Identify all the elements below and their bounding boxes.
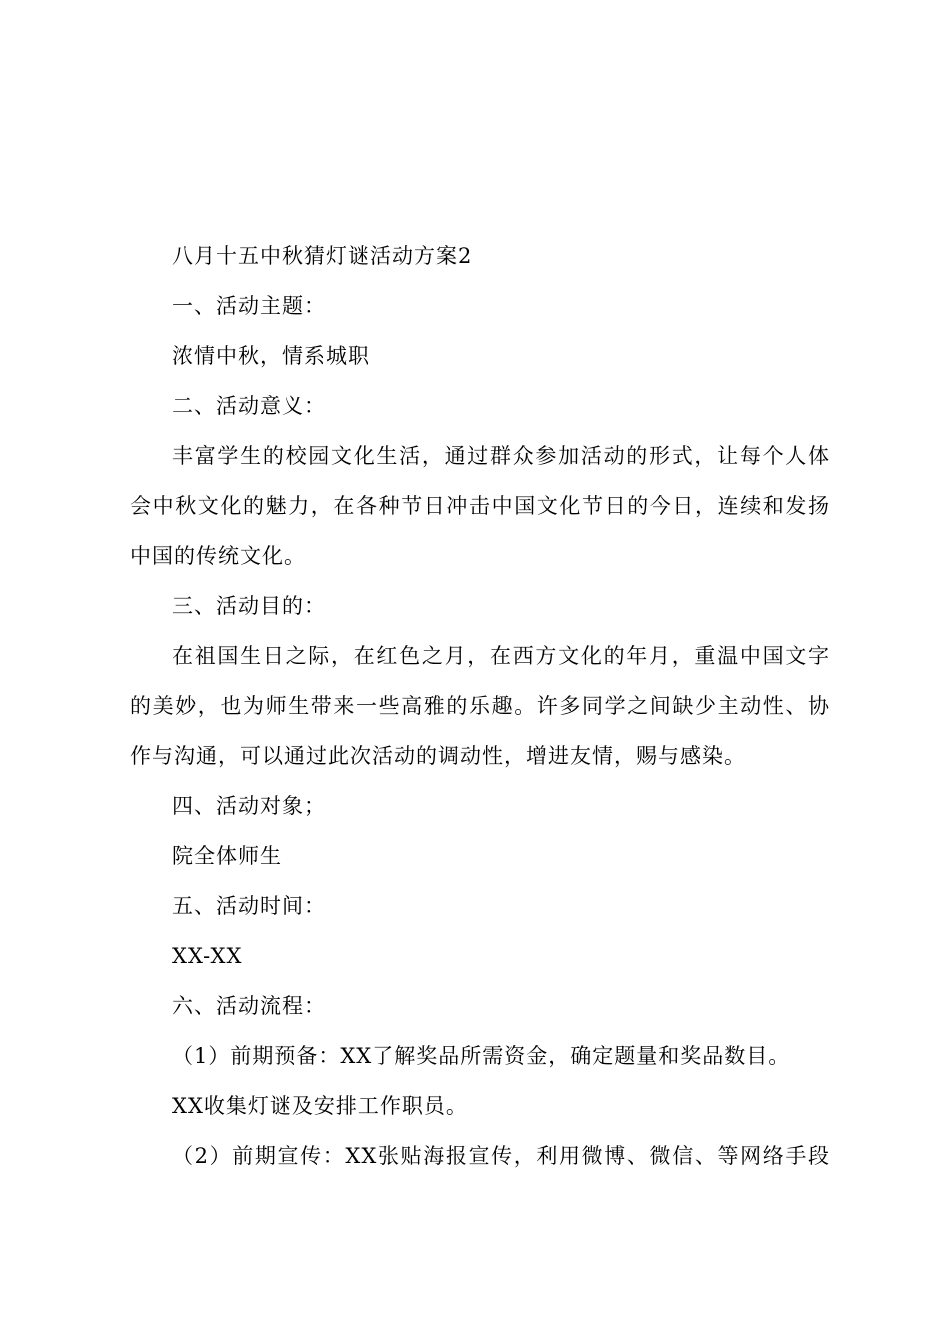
section-heading-significance: 二、活动意义： xyxy=(172,394,326,418)
process-item-continuation: XX收集灯谜及安排工作职员。 xyxy=(172,1094,468,1118)
section-heading-audience: 四、活动对象； xyxy=(172,794,326,818)
paragraph-line: 的美妙，也为师生带来一些高雅的乐趣。许多同学之间缺少主动性、协 xyxy=(130,694,830,718)
paragraph-line: 作与沟通，可以通过此次活动的调动性，增进友情，赐与感染。 xyxy=(130,744,746,768)
document-title: 八月十五中秋猜灯谜活动方案2 xyxy=(172,244,473,268)
process-item: （2）前期宣传：XX张贴海报宣传，利用微博、微信、等网络手段 xyxy=(172,1144,830,1168)
section-heading-time: 五、活动时间： xyxy=(172,894,326,918)
section-heading-process: 六、活动流程： xyxy=(172,994,326,1018)
paragraph-line: 在祖国生日之际，在红色之月，在西方文化的年月，重温中国文字 xyxy=(172,644,830,668)
section-body-audience: 院全体师生 xyxy=(172,844,282,868)
section-body-theme: 浓情中秋，情系城职 xyxy=(172,344,370,368)
paragraph-line: 丰富学生的校园文化生活，通过群众参加活动的形式，让每个人体 xyxy=(172,444,830,468)
paragraph-line: 会中秋文化的魅力，在各种节日冲击中国文化节日的今日，连续和发扬 xyxy=(130,494,830,518)
process-item: （1）前期预备：XX了解奖品所需资金，确定题量和奖品数目。 xyxy=(172,1044,791,1068)
section-heading-purpose: 三、活动目的： xyxy=(172,594,326,618)
section-heading-theme: 一、活动主题： xyxy=(172,294,326,318)
section-body-time: XX-XX xyxy=(172,944,243,968)
paragraph-line: 中国的传统文化。 xyxy=(130,544,306,568)
